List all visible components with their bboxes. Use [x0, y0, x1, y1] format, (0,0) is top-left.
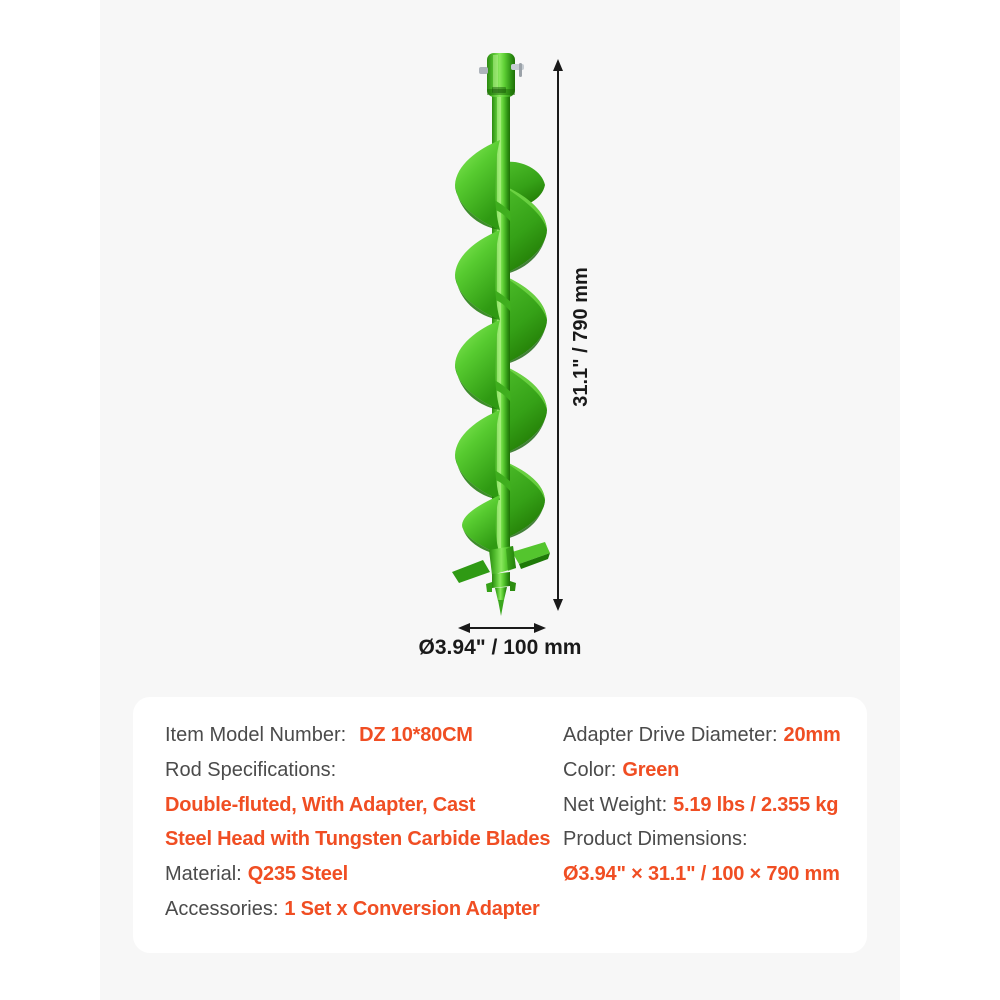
spec-label: Material: — [165, 863, 242, 886]
diameter-dimension-arrow — [458, 623, 546, 633]
spec-value: 1 Set x Conversion Adapter — [284, 897, 540, 920]
spec-column-right — [563, 718, 841, 892]
spec-row-product-dimensions — [563, 822, 841, 857]
spec-label: Color: — [563, 758, 617, 781]
spec-row-product-dimensions-value — [563, 857, 841, 892]
spec-value: 20mm — [783, 724, 841, 746]
spec-row-accessories — [165, 892, 550, 927]
spec-value: Double-fluted, With Adapter, Cast — [165, 793, 476, 816]
spec-label: Adapter Drive Diameter: — [563, 724, 778, 746]
spec-row-rod-value-line-2 — [165, 822, 550, 857]
spec-label: Rod Specifications: — [165, 758, 337, 781]
spec-row-adapter-diameter — [563, 718, 841, 753]
spec-row-material — [165, 857, 550, 892]
height-dimension-label: 31.1" / 790 mm — [570, 267, 592, 407]
spec-value: Green — [622, 758, 680, 781]
spec-value: Steel Head with Tungsten Carbide Blades — [165, 828, 551, 851]
spec-value: 5.19 lbs / 2.355 kg — [673, 793, 839, 816]
adapter-sleeve — [487, 53, 515, 97]
spec-panel — [133, 697, 867, 953]
spec-value: DZ 10*80CM — [359, 724, 473, 746]
drill-point — [486, 572, 516, 616]
spec-label: Net Weight: — [563, 793, 668, 816]
height-dimension-arrow — [553, 59, 563, 611]
helix-flight-front — [455, 140, 500, 555]
spec-row-color — [563, 753, 841, 788]
spec-row-net-weight — [563, 788, 841, 823]
diameter-dimension-label: Ø3.94" / 100 mm — [418, 636, 582, 659]
spec-row-model — [165, 718, 550, 753]
spec-row-rod-specifications — [165, 753, 550, 788]
spec-label: Item Model Number: — [165, 724, 347, 746]
spec-value: Q235 Steel — [247, 863, 348, 886]
spec-label: Product Dimensions: — [563, 828, 748, 851]
spec-label: Accessories: — [165, 897, 279, 920]
auger-product-image — [430, 40, 580, 640]
spec-column-left — [165, 718, 550, 927]
spec-row-rod-value-line-1 — [165, 788, 550, 823]
spec-value: Ø3.94" × 31.1" / 100 × 790 mm — [563, 863, 840, 886]
